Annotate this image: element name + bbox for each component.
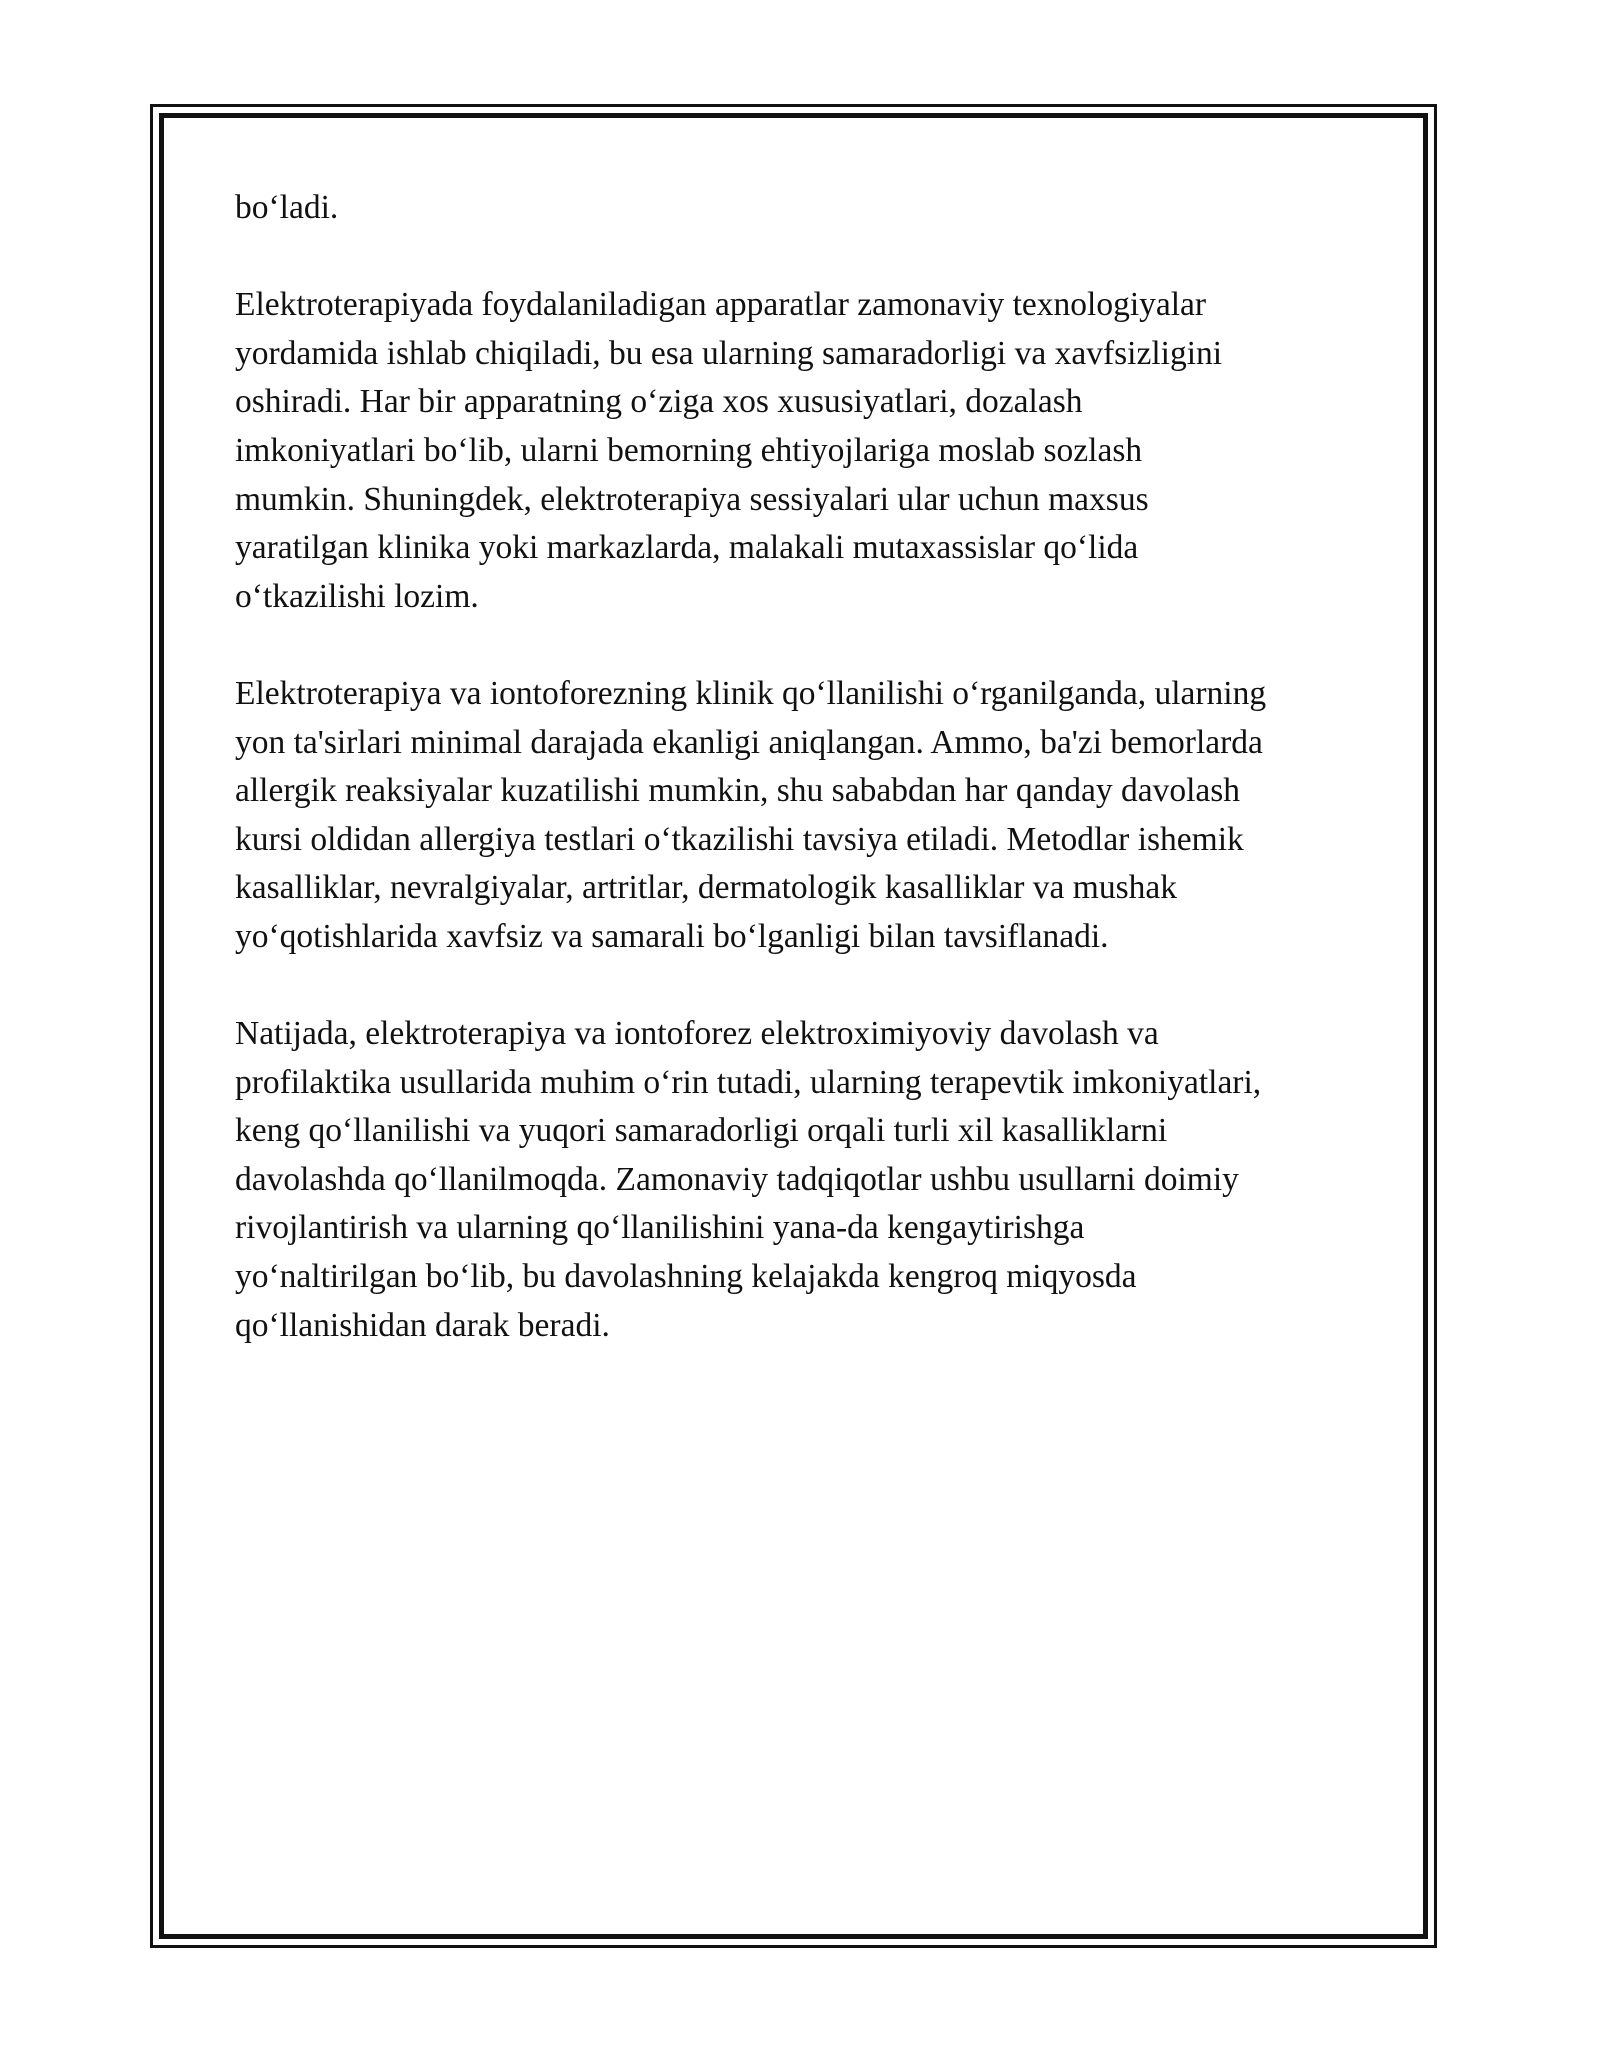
text-line: mumkin. Shuningdek, elektroterapiya sessiyalari ular uchun maxsus [235,480,1149,518]
paragraph-3 [235,670,1375,962]
text-line: Natijada, elektroterapiya va iontoforez elektroximiyoviy davolash va [235,1015,1159,1053]
text-line: keng qo‘llanilishi va yuqori samaradorligi orqali turli xil kasalliklarni [235,1112,1168,1150]
text-line: yon ta'sirlari minimal darajada ekanligi aniqlangan. Ammo, ba'zi bemorlarda [235,723,1263,761]
text-line: rivojlantirish va ularning qo‘llanilishini yana-da kengaytirishga [235,1209,1085,1247]
text-line: yo‘naltirilgan bo‘lib, bu davolashning kelajakda kengroq miqyosda [235,1258,1137,1296]
text-line: oshiradi. Har bir apparatning o‘ziga xos xususiyatlari, dozalash [235,383,1083,421]
text-line: bo‘ladi. [235,189,339,226]
text-line: imkoniyatlari bo‘lib, ularni bemorning ehtiyojlariga moslab sozlash [235,431,1143,469]
text-line: davolashda qo‘llanilmoqda. Zamonaviy tadqiqotlar ushbu usullarni doimiy [235,1160,1239,1198]
text-line: o‘tkazilishi lozim. [235,577,479,615]
text-line: Elektroterapiyada foydalaniladigan apparatlar zamonaviy texnologiyalar [235,286,1207,324]
document-body [235,184,1375,1399]
text-line: allergik reaksiyalar kuzatilishi mumkin, shu sababdan har qanday davolash [235,772,1241,810]
text-line: yordamida ishlab chiqiladi, bu esa ularning samaradorligi va xavfsizligini [235,334,1223,372]
paragraph-1 [235,184,1375,233]
paragraph-4 [235,1010,1375,1350]
text-line: yo‘qotishlarida xavfsiz va samarali bo‘lganligi bilan tavsiflanadi. [235,917,1109,955]
text-line: qo‘llanishidan darak beradi. [235,1306,610,1344]
text-line: profilaktika usullarida muhim o‘rin tutadi, ularning terapevtik imkoniyatlari, [235,1063,1262,1101]
text-line: kursi oldidan allergiya testlari o‘tkazilishi tavsiya etiladi. Metodlar ishemik [235,820,1244,858]
text-line: Elektroterapiya va iontoforezning klinik qo‘llanilishi o‘rganilganda, ularning [235,674,1267,712]
text-line: kasalliklar, nevralgiyalar, artritlar, dermatologik kasalliklar va mushak [235,869,1178,907]
text-line: yaratilgan klinika yoki markazlarda, malakali mutaxassislar qo‘lida [235,529,1139,567]
paragraph-2 [235,281,1375,621]
